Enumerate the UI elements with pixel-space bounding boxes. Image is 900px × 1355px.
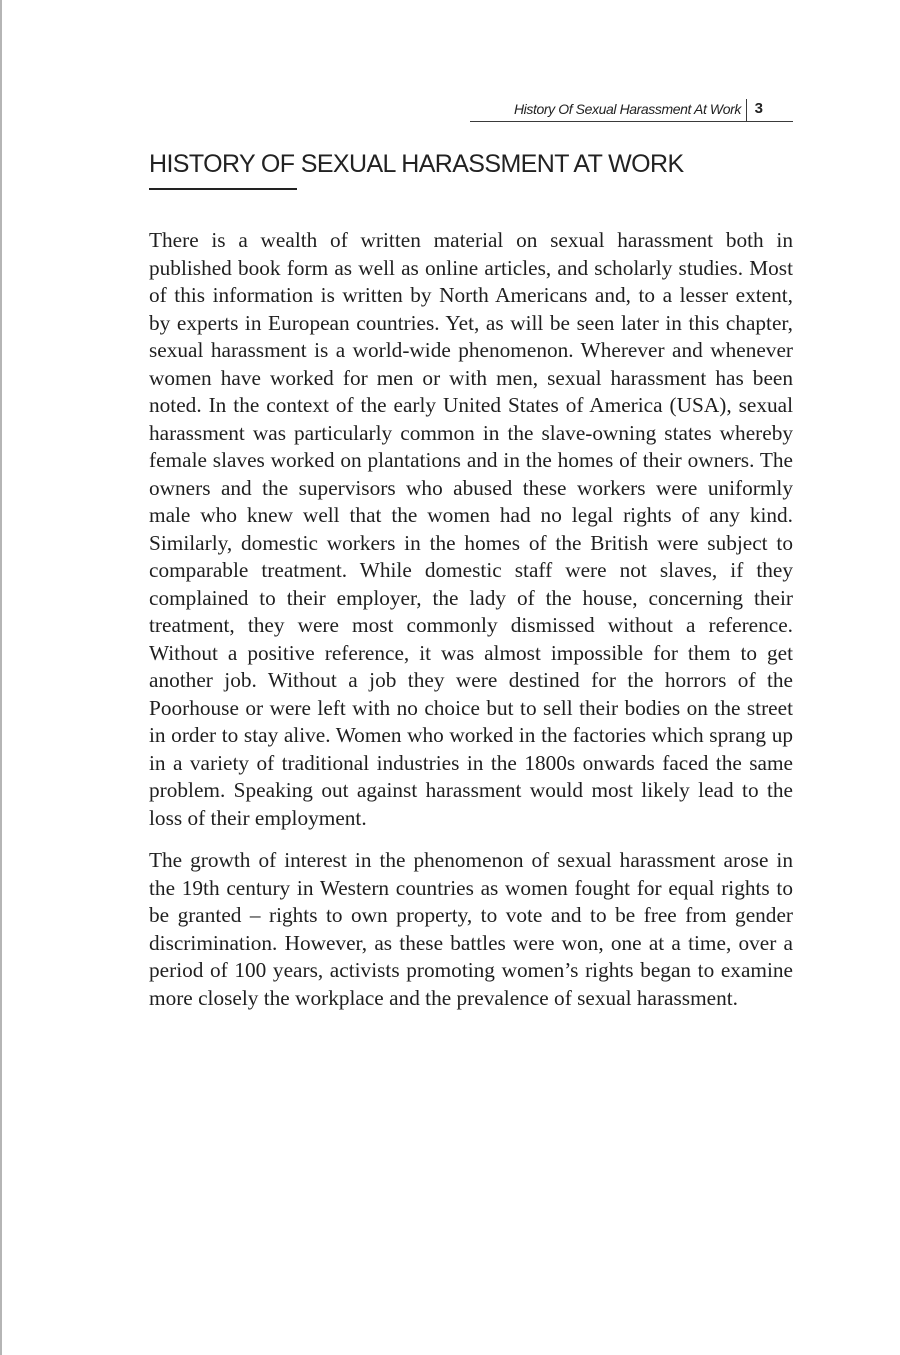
body-text <box>149 227 793 1027</box>
paragraph: The growth of interest in the phenomenon of sexual harassment arose in the 19th century in Western countries as women fought for equal rights to be granted – rights to own property, to vote and to be free from gender discrimination. However, as these battles were won, one at a time, over a period of 100 years, activists promoting women’s rights began to examine more closely the workplace and the prevalence of sexual harassment. <box>149 848 793 1010</box>
paragraph: There is a wealth of written material on sexual harassment both in published book form as well as online articles, and scholarly studies. Most of this information is written by North Americans and, to a lesser extent, by experts in European countries. Yet, as will be seen later in this chapter, sexual harassment is a world-wide phenomenon. Wherever and whenever women have worked for men or with men, sexual harassment has been noted. In the context of the early United States of America (USA), sexual harassment was particularly common in the slave-owning states whereby female slaves worked on plantations and in the homes of their owners. The owners and the supervisors who abused these workers were uniformly male who knew well that the women had no legal rights of any kind. Similarly, domestic workers in the homes of the British were subject to comparable treatment. While domestic staff were not slaves, if they complained to their employer, the lady of the house, concerning their treatment, they were most commonly dismissed without a reference. Without a positive reference, it was almost impossible for them to get another job. Without a job they were destined for the horrors of the Poorhouse or were left with no choice but to sell their bodies on the street in order to stay alive. Women who worked in the factories which sprang up in a variety of traditional industries in the 1800s onwards faced the same problem. Speaking out against harassment would most likely lead to the loss of their employment. <box>149 228 793 830</box>
header-divider <box>746 99 747 121</box>
chapter-title: HISTORY OF SEXUAL HARASSMENT AT WORK <box>149 150 684 178</box>
page-number: 3 <box>754 100 763 117</box>
running-header <box>470 99 793 122</box>
title-underline <box>149 188 297 190</box>
page-edge <box>0 0 2 1355</box>
running-header-title: History Of Sexual Harassment At Work <box>513 101 741 117</box>
